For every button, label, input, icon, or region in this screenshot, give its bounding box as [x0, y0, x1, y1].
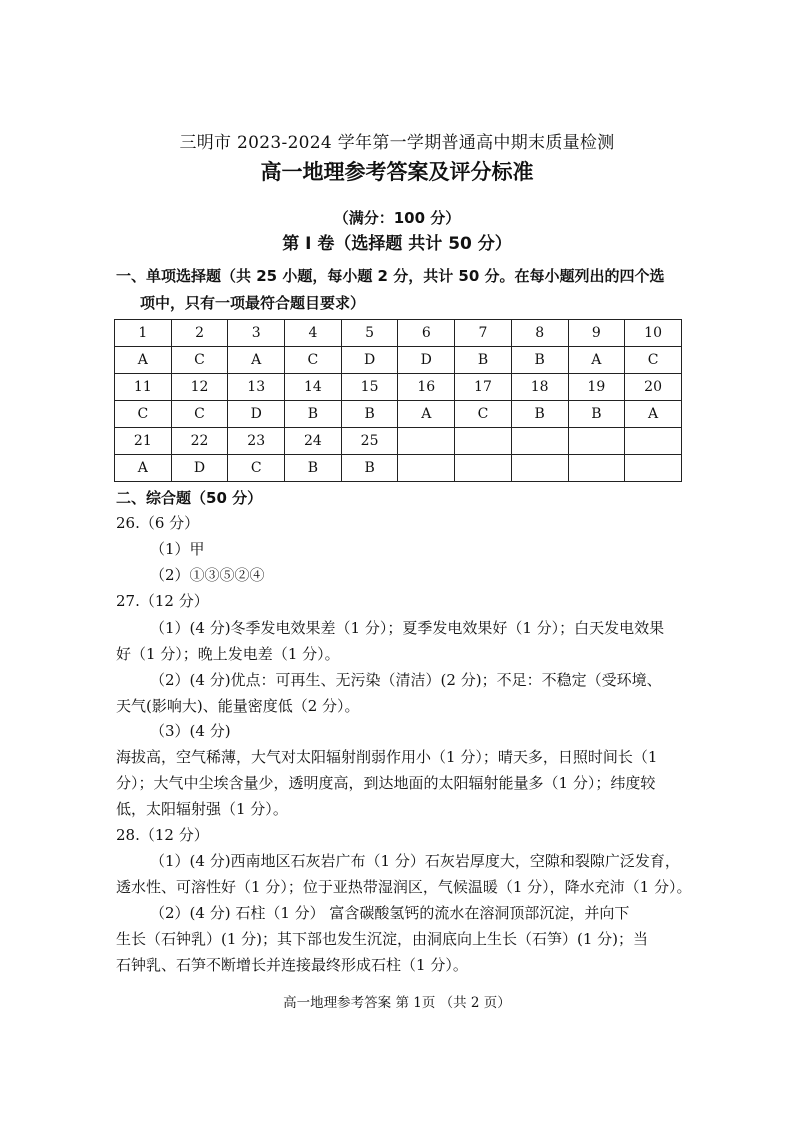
document-subtitle: 高一地理参考答案及评分标准: [260, 160, 534, 184]
table-cell: 4: [285, 320, 342, 347]
question-27-header: 27.（12 分）: [116, 592, 209, 610]
table-cell: 18: [511, 374, 568, 401]
table-cell: 1: [115, 320, 172, 347]
table-cell: C: [171, 401, 228, 428]
table-cell: 23: [228, 428, 285, 455]
table-cell: 15: [341, 374, 398, 401]
table-cell: 12: [171, 374, 228, 401]
table-row: [115, 455, 682, 482]
answer-27-2: （2）(4 分)优点：可再生、无污染（清洁）(2 分)；不足：不稳定（受环境、: [150, 671, 662, 689]
table-cell: [625, 455, 682, 482]
section2-heading: 二、综合题（50 分）: [116, 489, 263, 507]
answer-28-1: （1）(4 分)西南地区石灰岩广布（1 分）石灰岩厚度大，空隙和裂隙广泛发育，: [150, 852, 680, 870]
table-cell: 9: [568, 320, 625, 347]
table-cell: B: [568, 401, 625, 428]
table-cell: C: [228, 455, 285, 482]
table-cell: [398, 428, 455, 455]
table-cell: 10: [625, 320, 682, 347]
table-cell: [568, 455, 625, 482]
table-cell: 20: [625, 374, 682, 401]
table-row: [115, 347, 682, 374]
table-cell: 11: [115, 374, 172, 401]
answer-27-3-text: 低，太阳辐射强（1 分）。: [116, 800, 288, 818]
table-cell: [398, 455, 455, 482]
table-cell: 3: [228, 320, 285, 347]
answer-26-2: （2）①③⑤②④: [150, 566, 265, 584]
table-cell: A: [115, 347, 172, 374]
question-26-header: 26.（6 分）: [116, 514, 200, 532]
answer-28-2-cont: 石钟乳、石笋不断增长并连接最终形成石柱（1 分）。: [116, 956, 468, 974]
table-cell: 6: [398, 320, 455, 347]
section1-heading: 一、单项选择题（共 25 小题，每小题 2 分，共计 50 分。在每小题列出的四个选: [116, 267, 665, 285]
table-cell: B: [511, 347, 568, 374]
page-footer: 高一地理参考答案 第 1页 （共 2 页）: [283, 995, 511, 1011]
table-cell: D: [398, 347, 455, 374]
answer-26-1: （1）甲: [150, 540, 205, 558]
table-cell: B: [455, 347, 512, 374]
table-cell: B: [285, 455, 342, 482]
table-cell: B: [341, 455, 398, 482]
table-row: [115, 401, 682, 428]
answer-28-2-cont: 生长（石钟乳）(1 分)；其下部也发生沉淀，由洞底向上生长（石笋）(1 分)；当: [116, 930, 649, 948]
answer-27-1: （1）(4 分)冬季发电效果差（1 分）；夏季发电效果好（1 分）；白天发电效果: [150, 619, 665, 637]
table-cell: [511, 428, 568, 455]
table-cell: 22: [171, 428, 228, 455]
table-cell: 7: [455, 320, 512, 347]
table-cell: 24: [285, 428, 342, 455]
table-row: [115, 374, 682, 401]
table-cell: 14: [285, 374, 342, 401]
answer-28-1-cont: 透水性、可溶性好（1 分）；位于亚热带湿润区，气候温暖（1 分），降水充沛（1 分）。: [116, 878, 692, 896]
answer-27-3-text: 海拔高，空气稀薄，大气对太阳辐射削弱作用小（1 分）；晴天多，日照时间长（1: [116, 748, 658, 766]
table-cell: B: [341, 401, 398, 428]
table-cell: A: [398, 401, 455, 428]
table-cell: 21: [115, 428, 172, 455]
table-cell: C: [171, 347, 228, 374]
table-row: [115, 320, 682, 347]
table-cell: D: [171, 455, 228, 482]
question-28-header: 28.（12 分）: [116, 826, 209, 844]
table-cell: A: [115, 455, 172, 482]
table-cell: 5: [341, 320, 398, 347]
answer-27-1-cont: 好（1 分）；晚上发电差（1 分）。: [116, 645, 340, 663]
table-cell: D: [341, 347, 398, 374]
table-cell: B: [511, 401, 568, 428]
table-cell: 25: [341, 428, 398, 455]
table-cell: A: [228, 347, 285, 374]
answer-28-2: （2）(4 分) 石柱（1 分） 富含碳酸氢钙的流水在溶洞顶部沉淀，并向下: [150, 904, 630, 922]
table-cell: C: [625, 347, 682, 374]
section1-heading-cont: 项中，只有一项最符合题目要求）: [140, 294, 366, 312]
table-cell: 8: [511, 320, 568, 347]
table-cell: B: [285, 401, 342, 428]
table-cell: 13: [228, 374, 285, 401]
table-cell: 2: [171, 320, 228, 347]
answer-27-2-cont: 天气(影响大)、能量密度低（2 分）。: [116, 697, 360, 715]
table-cell: [568, 428, 625, 455]
part1-title: 第 I 卷（选择题 共计 50 分）: [282, 234, 512, 254]
table-cell: D: [228, 401, 285, 428]
answer-27-3-text: 分）；大气中尘埃含量少，透明度高，到达地面的太阳辐射能量多（1 分）；纬度较: [116, 774, 656, 792]
table-cell: A: [625, 401, 682, 428]
table-cell: C: [285, 347, 342, 374]
table-cell: 17: [455, 374, 512, 401]
table-cell: [455, 428, 512, 455]
full-score: （满分：100 分）: [333, 209, 461, 227]
table-cell: 16: [398, 374, 455, 401]
table-cell: [511, 455, 568, 482]
answer-table: [114, 319, 682, 482]
table-row: [115, 428, 682, 455]
table-cell: A: [568, 347, 625, 374]
table-cell: [455, 455, 512, 482]
table-cell: C: [455, 401, 512, 428]
table-cell: 19: [568, 374, 625, 401]
answer-27-3: （3）(4 分): [150, 722, 231, 740]
document-title: 三明市 2023-2024 学年第一学期普通高中期末质量检测: [179, 133, 615, 153]
table-cell: C: [115, 401, 172, 428]
table-cell: [625, 428, 682, 455]
